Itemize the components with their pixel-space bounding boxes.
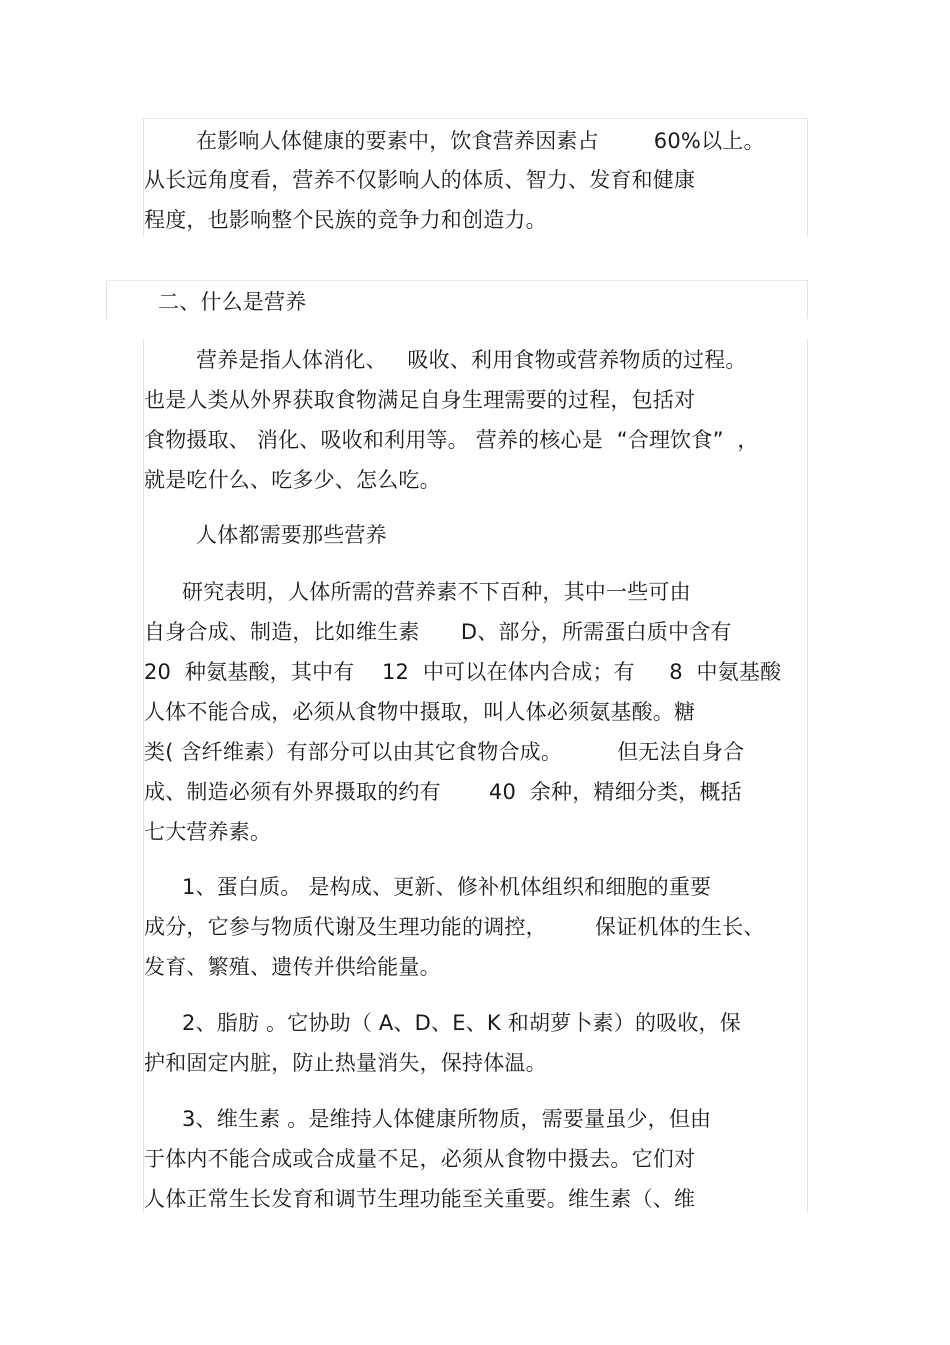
section-heading: 二、什么是营养	[158, 290, 307, 314]
fat-line-1: 2、脂肪 。它协助（ A、D、E、K 和胡萝卜素）的吸收，保	[182, 1011, 741, 1035]
intro-line-2: 从长远角度看，营养不仅影响人的体质、智力、发育和健康	[144, 168, 696, 192]
definition-line-3: 食物摄取、 消化、吸收和利用等。 营养的核心是 “合理饮食” ，	[144, 428, 759, 452]
research-line-4: 人体不能合成，必须从食物中摄取，叫人体必须氨基酸。糖	[144, 700, 696, 724]
fat-line-2: 护和固定内脏，防止热量消失，保持体温。	[144, 1051, 547, 1075]
vitamin-line-3: 人体正常生长发育和调节生理功能至关重要。维生素（、维	[144, 1187, 696, 1211]
protein-line-1: 1、蛋白质。 是构成、更新、修补机体组织和细胞的重要	[182, 875, 712, 899]
research-line-5: 类( 含纤维素）有部分可以由其它食物合成。 但无法自身合	[144, 740, 745, 764]
research-line-1: 研究表明，人体所需的营养素不下百种，其中一些可由	[182, 580, 691, 604]
research-line-6: 成、制造必须有外界摄取的约有 40 余种，精细分类，概括	[144, 780, 742, 804]
research-line-3: 20 种氨基酸，其中有 12 中可以在体内合成；有 8 中氨基酸	[144, 660, 782, 684]
vitamin-line-1: 3、维生素 。是维持人体健康所物质，需要量虽少，但由	[182, 1107, 712, 1131]
definition-line-1: 营养是指人体消化、 吸收、利用食物或营养物质的过程。	[196, 348, 747, 372]
subheading: 人体都需要那些营养	[196, 523, 387, 547]
definition-line-2: 也是人类从外界获取食物满足自身生理需要的过程，包括对	[144, 388, 696, 412]
intro-line-3: 程度，也影响整个民族的竞争力和创造力。	[144, 208, 547, 232]
protein-line-3: 发育、繁殖、遗传并供给能量。	[144, 955, 441, 979]
protein-line-2: 成分，它参与物质代谢及生理功能的调控， 保证机体的生长、	[144, 915, 765, 939]
research-line-2: 自身合成、制造，比如维生素 D、部分，所需蛋白质中含有	[144, 620, 732, 644]
research-line-7: 七大营养素。	[144, 820, 272, 844]
intro-line-1: 在影响人体健康的要素中，饮食营养因素占 60%以上。	[196, 129, 765, 153]
vitamin-line-2: 于体内不能合成或合成量不足，必须从食物中摄去。它们对	[144, 1147, 696, 1171]
definition-line-4: 就是吃什么、吃多少、怎么吃。	[144, 468, 441, 492]
